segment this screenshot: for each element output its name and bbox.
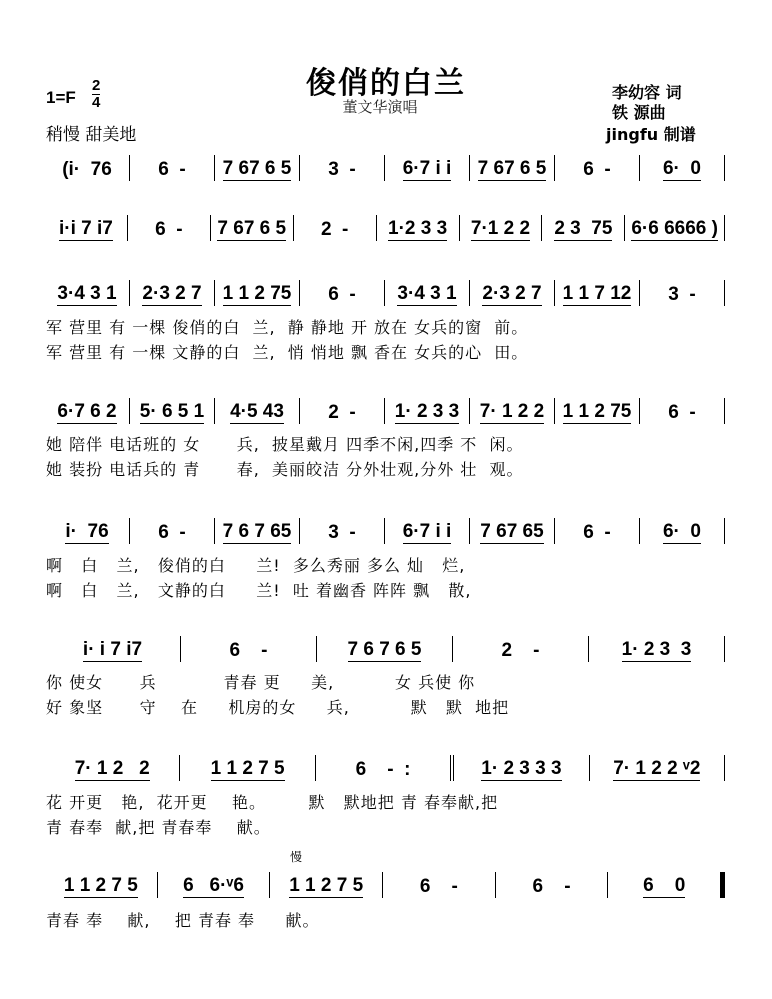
measure-notes: 6 0 bbox=[643, 875, 686, 896]
lyric-line: 青 春奉 献,把 青春奉 献。 bbox=[46, 818, 271, 837]
measure bbox=[158, 872, 271, 898]
measure bbox=[130, 518, 215, 544]
measure-notes: 1·2 3 3 bbox=[388, 218, 448, 239]
measure-notes: 7·1 2 2 bbox=[470, 218, 531, 239]
measure bbox=[590, 755, 725, 781]
measure bbox=[470, 398, 555, 424]
measure-notes: 3 - bbox=[668, 284, 696, 305]
song-title: 俊俏的白兰 bbox=[306, 66, 466, 101]
measure-notes: (i· 76 bbox=[62, 159, 112, 180]
measure-notes: 7 6 7 6 5 bbox=[347, 639, 422, 660]
measure-notes: 7 67 65 bbox=[480, 521, 544, 542]
measure bbox=[460, 215, 543, 241]
measure-notes: 6· 0 bbox=[662, 158, 702, 179]
measure-notes: 1· 2 3 3 bbox=[394, 401, 460, 422]
measure bbox=[453, 636, 589, 662]
measure-notes: 1· 2 3 3 3 bbox=[481, 758, 562, 779]
measure-notes: 6 - bbox=[583, 159, 611, 180]
measure-notes: i· i 7 i7 bbox=[82, 639, 143, 660]
measure bbox=[45, 755, 180, 781]
key-signature: 1=F bbox=[46, 88, 76, 107]
measure-notes: 6 - bbox=[158, 522, 186, 543]
measure-notes: 6·6 6666 ) bbox=[631, 218, 718, 239]
measure-notes: 7· 1 2 2 ᵛ2 bbox=[613, 758, 701, 779]
measure bbox=[542, 215, 625, 241]
music-system bbox=[45, 155, 725, 181]
measure-notes: 4·5 43 bbox=[230, 401, 284, 422]
measure bbox=[128, 215, 211, 241]
lyric-line: 好 象坚 守 在 机房的女 兵, 默 默 地把 bbox=[46, 698, 510, 717]
lyric-line: 花 开更 艳, 花开更 艳。 默 默地把 青 春奉献,把 bbox=[46, 793, 499, 812]
measure bbox=[640, 518, 725, 544]
measure-notes: 6 - bbox=[158, 159, 186, 180]
lyric-line: 军 营里 有 一棵 俊俏的白 兰, 静 静地 开 放在 女兵的窗 前。 bbox=[46, 318, 529, 337]
measure-notes: 2 - bbox=[328, 402, 356, 423]
measure-notes: 6 - bbox=[532, 876, 571, 897]
lyric-line: 她 陪伴 电话班的 女 兵, 披星戴月 四季不闲,四季 不 闲。 bbox=[46, 435, 524, 454]
measure bbox=[377, 215, 460, 241]
measure-notes: 6 6·ᵛ6 bbox=[183, 875, 244, 896]
measure bbox=[181, 636, 317, 662]
measure bbox=[555, 398, 640, 424]
measure bbox=[130, 398, 215, 424]
measure bbox=[316, 755, 454, 781]
measure-notes: 1 1 7 12 bbox=[562, 283, 632, 304]
measure-notes: 6 - bbox=[668, 402, 696, 423]
measure bbox=[270, 872, 383, 898]
measure-notes: 2 - bbox=[320, 219, 349, 240]
measure-notes: 7 67 6 5 bbox=[217, 218, 287, 239]
music-system bbox=[45, 215, 725, 241]
time-signature bbox=[92, 78, 100, 111]
measure-notes: 6 - : bbox=[355, 759, 411, 780]
measure bbox=[555, 280, 640, 306]
measure bbox=[625, 215, 725, 241]
measure bbox=[385, 518, 470, 544]
measure bbox=[608, 872, 725, 898]
measure-notes: 1 1 2 7 5 bbox=[63, 875, 138, 896]
measure-notes: 7· 1 2 2 bbox=[479, 401, 545, 422]
measure-notes: 2 3 75 bbox=[554, 218, 613, 239]
measure bbox=[300, 280, 385, 306]
measure-notes: 5· 6 5 1 bbox=[139, 401, 205, 422]
tempo-marking: 稍慢 甜美地 bbox=[46, 125, 137, 145]
measure-notes: 6·7 6 2 bbox=[57, 401, 117, 422]
music-system bbox=[45, 518, 725, 544]
measure bbox=[294, 215, 377, 241]
lyric-line: 啊 白 兰, 俊俏的白 兰! 多么秀丽 多么 灿 烂, bbox=[46, 556, 466, 575]
measure-notes: 6 - bbox=[583, 522, 611, 543]
measure bbox=[180, 755, 315, 781]
measure bbox=[215, 518, 300, 544]
measure-notes: 7· 1 2 2 bbox=[74, 758, 150, 779]
lyricist: 李幼容 词 bbox=[612, 83, 682, 102]
music-system bbox=[45, 872, 725, 898]
measure bbox=[640, 155, 725, 181]
measure-notes: i·i 7 i7 bbox=[59, 218, 113, 239]
measure-notes: 1 1 2 75 bbox=[222, 283, 292, 304]
measure-notes: 1 1 2 7 5 bbox=[289, 875, 364, 896]
measure bbox=[45, 636, 181, 662]
time-bottom: 4 bbox=[92, 94, 101, 111]
measure-notes: 6 - bbox=[419, 876, 458, 897]
lyric-line: 青春 奉 献, 把 青春 奉 献。 bbox=[46, 911, 320, 930]
measure bbox=[300, 155, 385, 181]
measure-notes: 7 6 7 65 bbox=[222, 521, 292, 542]
lyric-line: 啊 白 兰, 文静的白 兰! 吐 着幽香 阵阵 飘 散, bbox=[46, 581, 472, 600]
measure bbox=[45, 872, 158, 898]
measure-notes: 2 - bbox=[501, 640, 540, 661]
measure bbox=[589, 636, 725, 662]
measure bbox=[211, 215, 294, 241]
measure bbox=[496, 872, 609, 898]
music-system bbox=[45, 636, 725, 662]
measure bbox=[130, 280, 215, 306]
measure-notes: 6·7 i i bbox=[402, 521, 452, 542]
measure bbox=[300, 398, 385, 424]
lyric-line: 军 营里 有 一棵 文静的白 兰, 悄 悄地 飘 香在 女兵的心 田。 bbox=[46, 343, 529, 362]
measure-notes: 1 1 2 75 bbox=[562, 401, 632, 422]
measure bbox=[300, 518, 385, 544]
measure-notes: 3 - bbox=[328, 522, 356, 543]
measure bbox=[317, 636, 453, 662]
measure bbox=[385, 398, 470, 424]
measure bbox=[640, 398, 725, 424]
lyric-line: 你 使女 兵 青春 更 美, 女 兵使 你 bbox=[46, 673, 476, 692]
measure-notes: 3·4 3 1 bbox=[57, 283, 117, 304]
measure bbox=[383, 872, 496, 898]
music-system bbox=[45, 755, 725, 781]
measure-notes: 3·4 3 1 bbox=[397, 283, 457, 304]
measure bbox=[215, 280, 300, 306]
measure bbox=[45, 215, 128, 241]
measure-notes: 2·3 2 7 bbox=[482, 283, 542, 304]
measure-notes: i· 76 bbox=[65, 521, 109, 542]
measure bbox=[45, 280, 130, 306]
measure-notes: 7 67 6 5 bbox=[477, 158, 547, 179]
transcriber: jingfu 制谱 bbox=[606, 125, 696, 144]
measure bbox=[215, 155, 300, 181]
measure-notes: 3 - bbox=[328, 159, 356, 180]
measure-notes: 6 - bbox=[155, 219, 183, 240]
measure bbox=[640, 280, 725, 306]
measure-notes: 1 1 2 7 5 bbox=[210, 758, 285, 779]
measure-notes: 6·7 i i bbox=[402, 158, 452, 179]
measure-notes: 6· 0 bbox=[662, 521, 702, 542]
measure bbox=[385, 155, 470, 181]
measure bbox=[130, 155, 215, 181]
measure bbox=[45, 518, 130, 544]
measure bbox=[215, 398, 300, 424]
measure bbox=[470, 155, 555, 181]
measure-notes: 6 - bbox=[328, 284, 356, 305]
measure bbox=[555, 518, 640, 544]
measure bbox=[470, 518, 555, 544]
singer: 董文华演唱 bbox=[342, 98, 418, 116]
measure bbox=[470, 280, 555, 306]
composer: 铁 源曲 bbox=[612, 103, 666, 122]
tempo-mark-slow: 慢 bbox=[290, 850, 303, 864]
measure bbox=[45, 398, 130, 424]
measure bbox=[45, 155, 130, 181]
measure bbox=[555, 155, 640, 181]
measure bbox=[454, 755, 589, 781]
measure bbox=[385, 280, 470, 306]
measure-notes: 1· 2 3 3 bbox=[621, 639, 692, 660]
music-system bbox=[45, 280, 725, 306]
measure-notes: 2·3 2 7 bbox=[142, 283, 202, 304]
lyric-line: 她 装扮 电话兵的 青 春, 美丽皎洁 分外壮观,分外 壮 观。 bbox=[46, 460, 524, 479]
measure-notes: 7 67 6 5 bbox=[222, 158, 292, 179]
measure-notes: 6 - bbox=[229, 640, 268, 661]
time-top: 2 bbox=[92, 77, 101, 94]
music-system bbox=[45, 398, 725, 424]
